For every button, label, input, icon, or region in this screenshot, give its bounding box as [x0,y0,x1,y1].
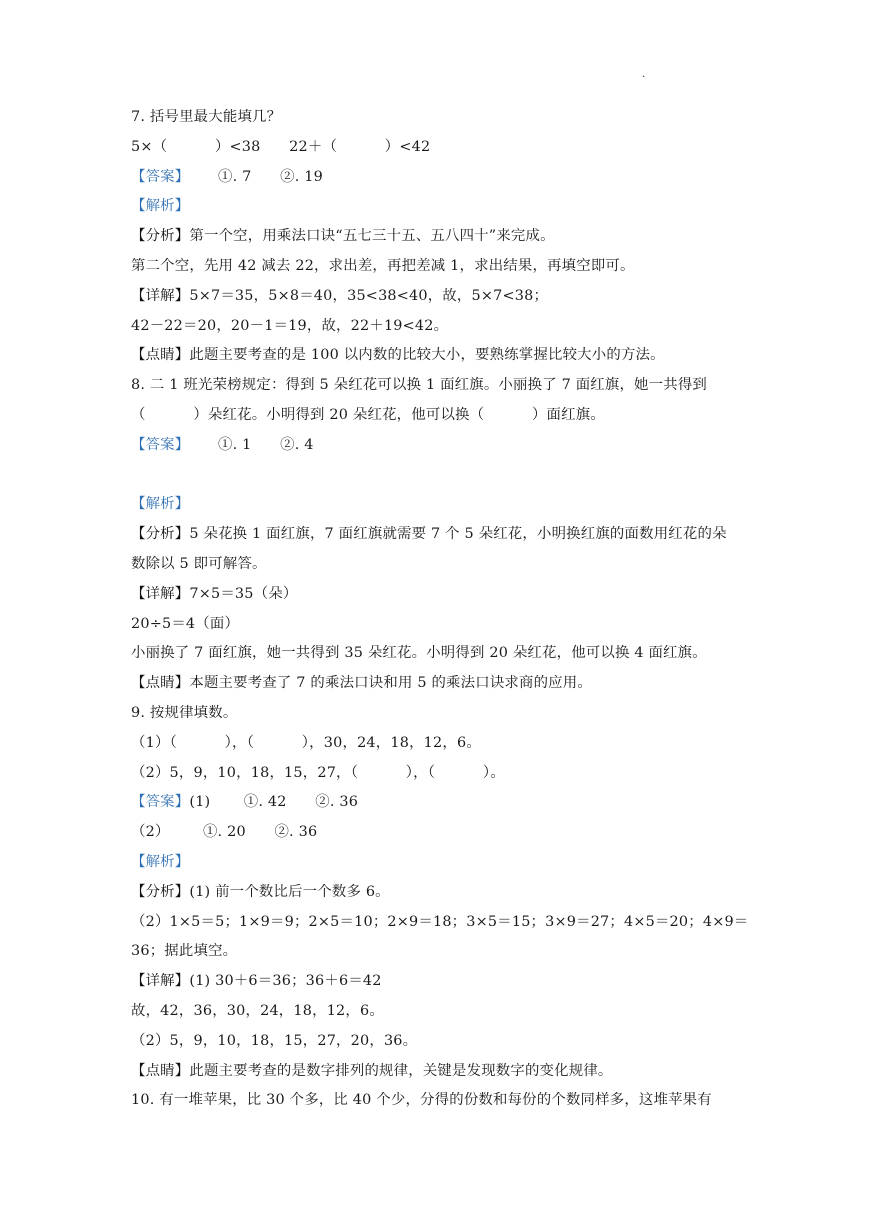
q9-xiangjie3: （2）5，9，10，18，15，27，20，36。 [131,1032,418,1049]
q8-fenxi-text: 5 朵花换 1 面红旗，7 面红旗就需要 7 个 5 朵红花，小明换红旗的面数用红花的朵 [189,526,727,543]
q9-fenxi-text: (1) 前一个数比后一个数多 6。 [189,883,390,900]
q7-fenxi [131,222,743,252]
q9-fenxi [131,878,743,908]
fenxi-tag: 【分析】 [131,228,190,245]
q9-dianjing [131,1057,743,1087]
q9-xiangjie [131,967,743,997]
dianjing-tag: 【点睛】 [131,675,190,692]
q7-dianjing-text: 此题主要考查的是 100 以内数的比较大小，要熟练掌握比较大小的方法。 [189,347,665,364]
q7-dianjing [131,341,743,371]
q7-fenxi-text: 第一个空，用乘法口诀“五七三十五、五八四十”来完成。 [189,228,555,245]
q8-xiangjie3: 小丽换了 7 面红旗，她一共得到 35 朵红花。小明得到 20 朵红花，他可以换 4 面红旗。 [131,645,707,662]
xiangjie-tag: 【详解】 [131,973,190,990]
q8-xiangjie-text: 7×5＝35（朵） [189,585,298,602]
q7-xiangjie2: 42－22＝20，20－1＝19，故，22＋19<42。 [131,317,449,334]
xiangjie-tag: 【详解】 [131,287,190,304]
q7-title: 7. 括号里最大能填几？ [131,109,282,125]
q7-xiangjie [131,282,743,312]
answer-tag: 【答案】 [131,436,190,453]
q8-dianjing [131,669,743,699]
q9-title: 9. 按规律填数。 [131,704,238,721]
q9-jiexi-tag: 【解析】 [131,853,190,870]
q8-title2: （ ）朵红花。小明得到 20 朵红花，他可以换（ ）面红旗。 [131,406,605,423]
dianjing-tag: 【点睛】 [131,1062,190,1079]
q8-answer-line [131,431,743,461]
spacer [131,461,743,491]
fenxi-tag: 【分析】 [131,883,190,900]
q7-xiangjie-text: 5×7＝35，5×8＝40，35<38<40，故，5×7<38； [189,287,549,304]
q9-answer-line [131,788,743,818]
q9-xiangjie-text: (1) 30＋6＝36；36＋6＝42 [189,973,382,990]
document-body [131,103,749,1116]
header-mark: · [642,72,646,83]
q8-fenxi [131,520,743,550]
q8-fenxi2: 数除以 5 即可解答。 [131,555,267,572]
q9-xiangjie2: 故，42，36，30，24，18，12，6。 [131,1002,384,1019]
answer-tag: 【答案】 [131,794,190,811]
q10-title: 10. 有一堆苹果，比 30 个多，比 40 个少，分得的份数和每份的个数同样多，这堆苹果有 [131,1092,712,1109]
dianjing-tag: 【点睛】 [131,347,190,364]
q9-fenxi2: （2）1×5＝5；1×9＝9；2×5＝10；2×9＝18；3×5＝15；3×9＝27；4×5＝20；4×9＝ [131,913,749,930]
q9-dianjing-text: 此题主要考查的是数字排列的规律，关键是发现数字的变化规律。 [189,1062,613,1079]
q8-answer: ①. 1 ②. 4 [189,436,314,453]
q7-answer-line [131,163,743,193]
q7-answer: ①. 7 ②. 19 [189,168,324,185]
q9-part1: （1）（ ），（ ），30，24，18，12，6。 [131,734,481,751]
xiangjie-tag: 【详解】 [131,585,190,602]
q7-fenxi2: 第二个空，先用 42 减去 22，求出差，再把差减 1，求出结果，再填空即可。 [131,257,635,274]
q8-xiangjie2: 20÷5＝4（面） [131,615,240,632]
q9-part2: （2）5，9，10，18，15，27，（ ），（ ）。 [131,764,505,781]
q9-fenxi3: 36；据此填空。 [131,943,238,960]
q8-title: 8. 二 1 班光荣榜规定：得到 5 朵红花可以换 1 面红旗。小丽换了 7 面红旗，她一共得到 [131,377,708,394]
q8-dianjing-text: 本题主要考查了 7 的乘法口诀和用 5 的乘法口诀求商的应用。 [189,675,592,692]
q7-expression: 5×（ ）<38 22＋（ ）<42 [131,138,431,155]
q9-answer2: （2） ①. 20 ②. 36 [131,824,318,841]
q8-xiangjie [131,580,743,610]
answer-tag: 【答案】 [131,168,190,185]
q7-jiexi-tag: 【解析】 [131,198,190,215]
fenxi-tag: 【分析】 [131,526,190,543]
q9-answer: (1) ①. 42 ②. 36 [189,794,359,811]
q8-jiexi-tag: 【解析】 [131,496,190,513]
